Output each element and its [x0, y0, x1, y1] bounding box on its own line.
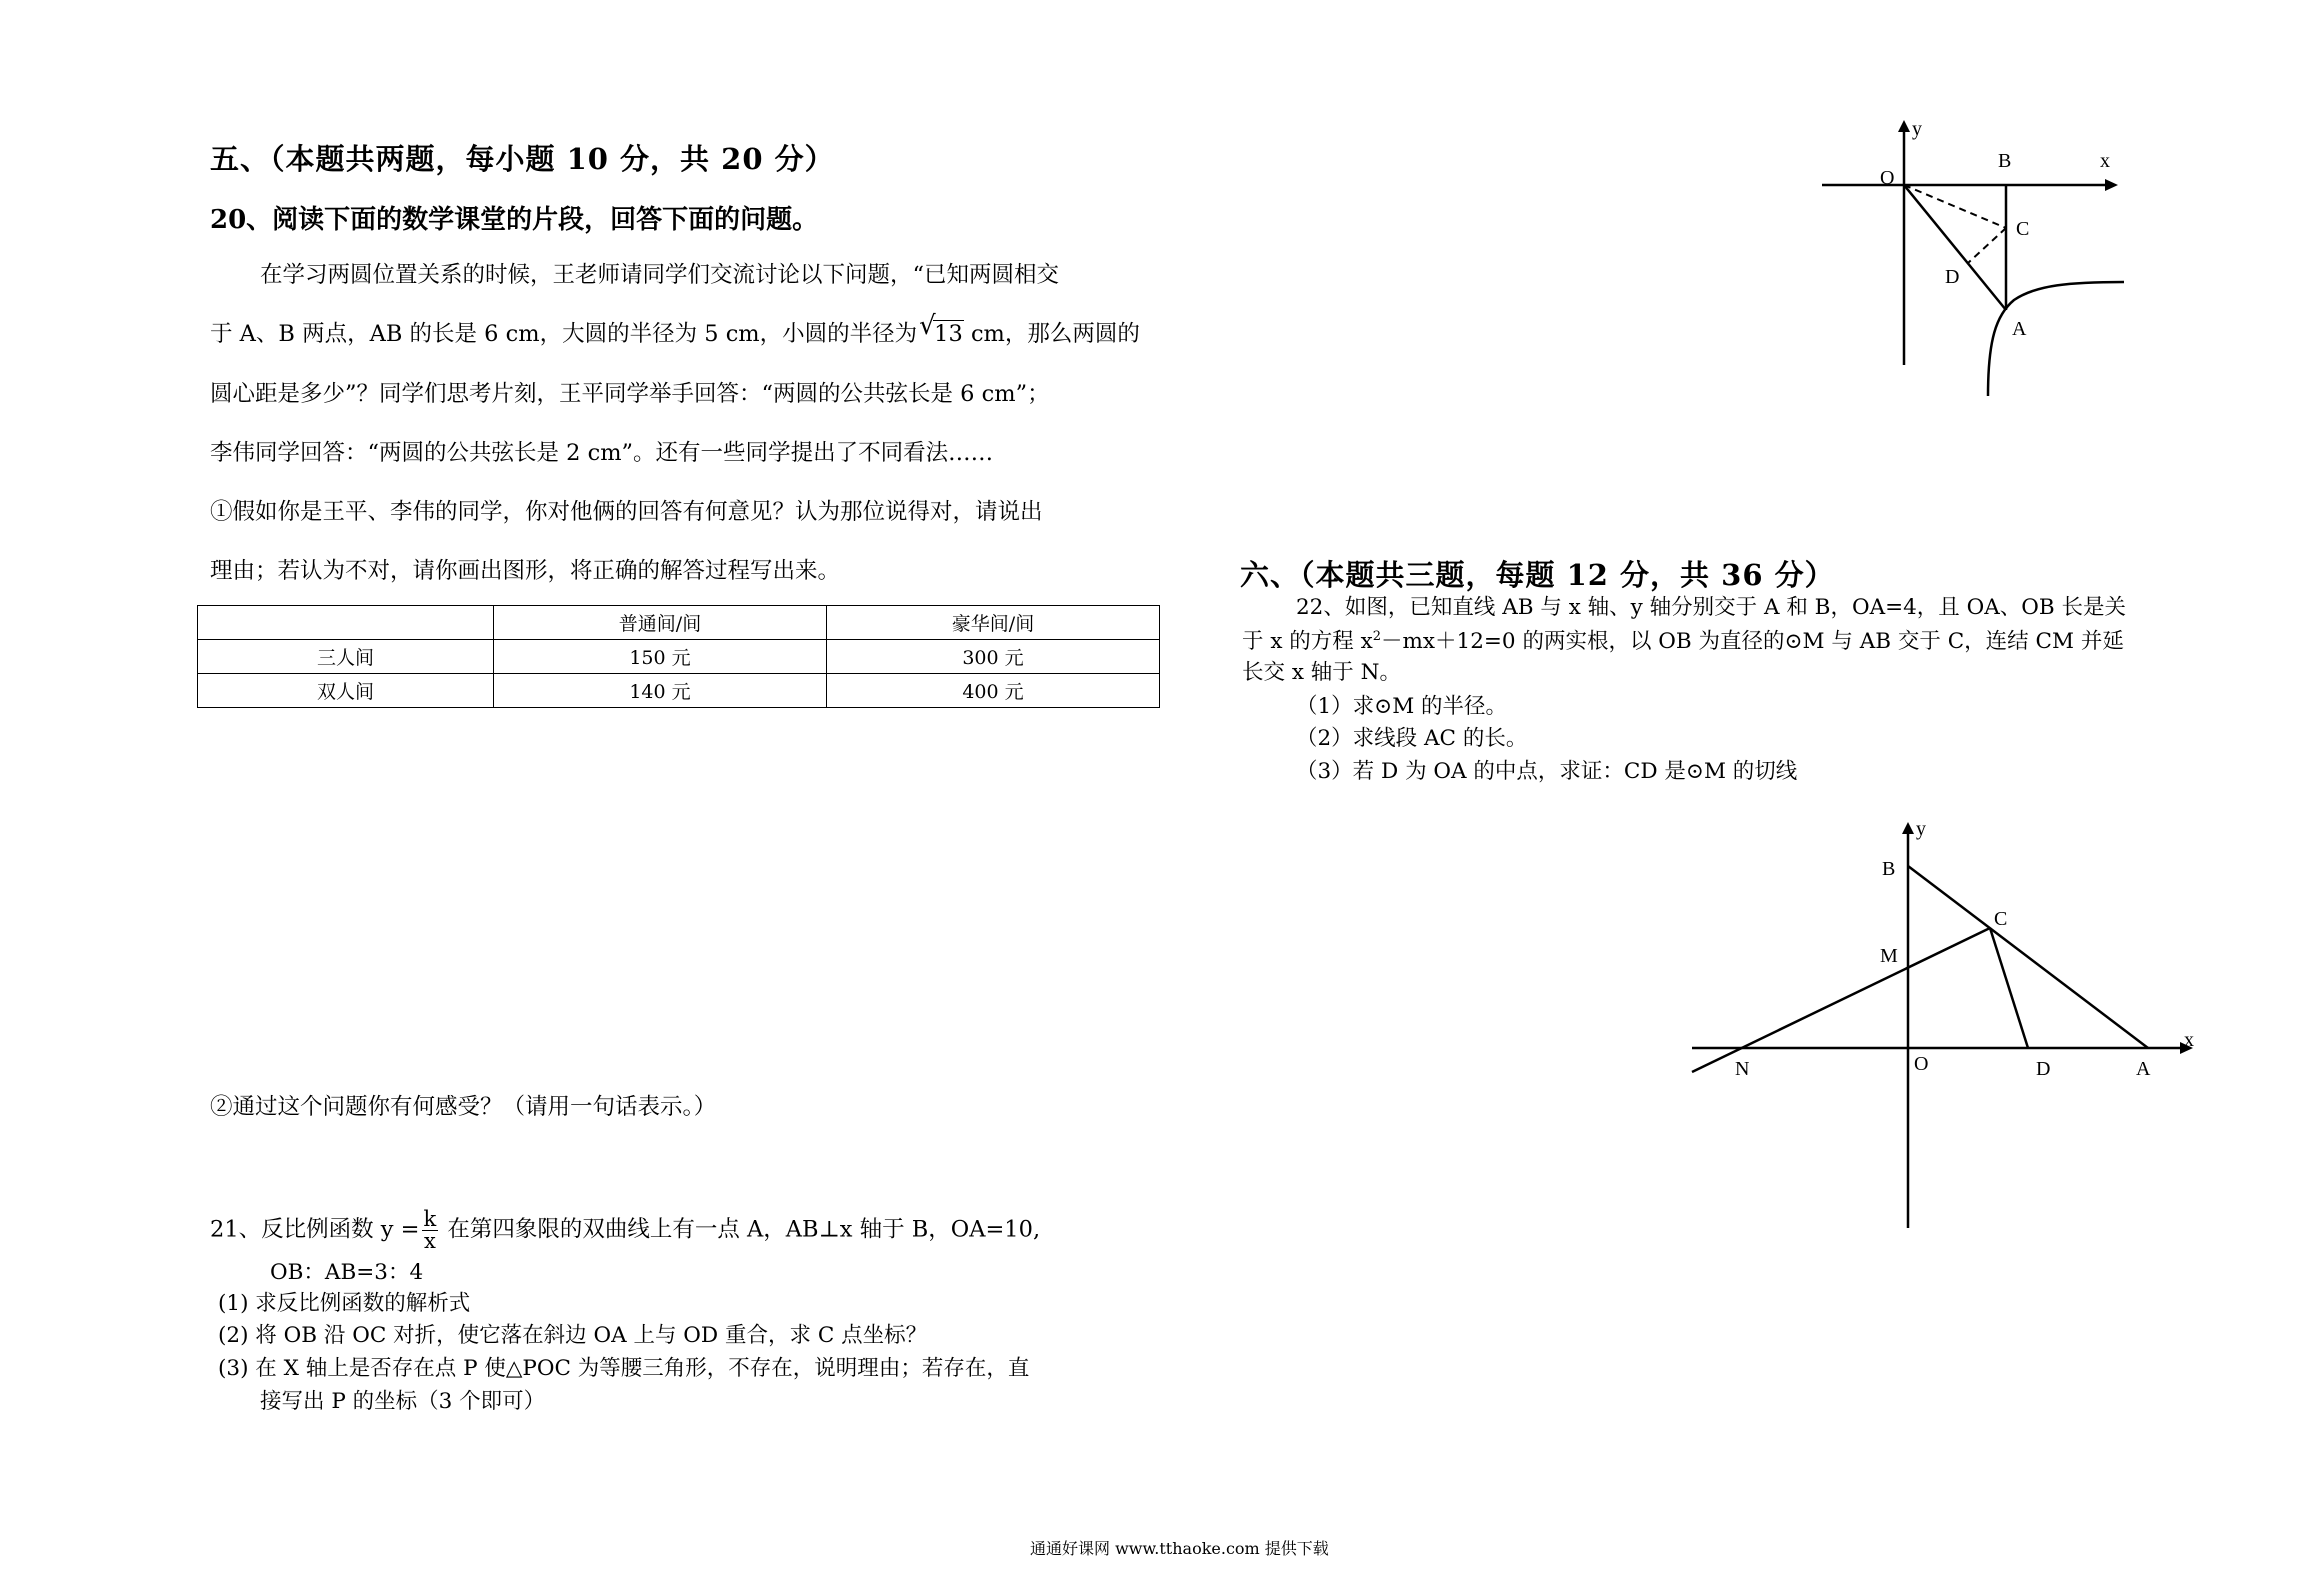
q22-line2-a: 于 x 的方程 x — [1242, 629, 1373, 655]
table-cell: 140 元 — [494, 674, 827, 708]
q20-title: 20、阅读下面的数学课堂的片段，回答下面的问题。 — [210, 205, 819, 235]
label-x: x — [2184, 1029, 2194, 1051]
y-axis-arrow — [1898, 120, 1910, 132]
table-cell: 400 元 — [827, 674, 1160, 708]
segment-CD — [1968, 228, 2006, 263]
table-cell: 双人间 — [198, 674, 494, 708]
label-C: C — [1994, 908, 2008, 930]
table-header-cell: 豪华间/间 — [827, 606, 1160, 640]
figure-hyperbola — [1800, 110, 2160, 410]
section6-heading: 六、（本题共三题，每题 12 分，共 36 分） — [1240, 558, 1835, 592]
segment-OC — [1904, 185, 2006, 228]
radical-sign: √ — [919, 311, 936, 341]
q20-line1: 在学习两圆位置关系的时候，王老师请同学们交流讨论以下问题，“已知两圆相交 — [260, 262, 1060, 288]
q22-line2 — [1242, 630, 2124, 653]
table-header-cell — [198, 606, 494, 640]
segment-OA — [1904, 185, 2006, 310]
label-D: D — [2036, 1058, 2051, 1080]
sqrt-13 — [919, 311, 964, 347]
exponent-2: 2 — [1372, 629, 1382, 644]
q22-line2-b: －mx＋12=0 的两实根，以 OB 为直径的⊙M 与 AB 交于 C，连结 CM 并延 — [1381, 629, 2124, 655]
table-row — [198, 674, 1160, 708]
figure-circle-line — [1680, 810, 2210, 1240]
fraction-k-over-x — [422, 1209, 439, 1252]
frac-den: x — [423, 1229, 436, 1253]
q22-item3: （3）若 D 为 OA 的中点，求证：CD 是⊙M 的切线 — [1296, 759, 1798, 784]
y-axis-arrow — [1902, 822, 1914, 834]
segment-CD — [1990, 928, 2028, 1048]
q21-line2: OB：AB=3：4 — [270, 1260, 424, 1285]
q21-line1 — [210, 1209, 1040, 1252]
segment-AB — [1908, 866, 2148, 1048]
label-B: B — [1998, 150, 2012, 172]
q21-item1: (1) 求反比例函数的解析式 — [218, 1291, 471, 1316]
q20-line4: 李伟同学回答：“两圆的公共弦长是 2 cm”。还有一些同学提出了不同看法…… — [210, 440, 994, 466]
label-D: D — [1945, 266, 1960, 288]
q21-line1-a: 21、反比例函数 y = — [210, 1216, 420, 1243]
q22-item2: （2）求线段 AC 的长。 — [1296, 726, 1528, 751]
table-cell: 150 元 — [494, 640, 827, 674]
hyperbola-curve — [1988, 282, 2124, 396]
q20-line3: 圆心距是多少”？同学们思考片刻，王平同学举手回答：“两圆的公共弦长是 6 cm”； — [210, 381, 1050, 407]
label-x: x — [2100, 150, 2110, 172]
q21-item3a: (3) 在 X 轴上是否存在点 P 使△POC 为等腰三角形，不存在，说明理由；若存在，直 — [218, 1356, 1030, 1381]
table-row — [198, 640, 1160, 674]
label-A: A — [2012, 318, 2027, 340]
q22-line3: 长交 x 轴于 N。 — [1242, 660, 1401, 685]
label-B: B — [1882, 858, 1896, 880]
q21-item2: (2) 将 OB 沿 OC 对折，使它落在斜边 OA 上与 OD 重合，求 C 点坐标？ — [218, 1323, 928, 1348]
table-header-cell: 普通间/间 — [494, 606, 827, 640]
segment-CN — [1692, 928, 1990, 1072]
q22-item1: （1）求⊙M 的半径。 — [1296, 694, 1508, 719]
table-header-row — [198, 606, 1160, 640]
x-axis-arrow — [2105, 179, 2118, 191]
q20-sub2: ②通过这个问题你有何感受？（请用一句话表示。） — [210, 1094, 717, 1120]
table-cell: 三人间 — [198, 640, 494, 674]
label-A: A — [2136, 1058, 2151, 1080]
frac-num: k — [423, 1207, 437, 1231]
q21-item3b: 接写出 P 的坐标（3 个即可） — [260, 1389, 546, 1414]
q21-line1-b: 在第四象限的双曲线上有一点 A，AB⊥x 轴于 B，OA=10, — [447, 1216, 1041, 1243]
label-M: M — [1880, 945, 1898, 967]
page-footer: 通通好课网 www.tthaoke.com 提供下载 — [1030, 1539, 1329, 1558]
label-N: N — [1735, 1058, 1750, 1080]
label-y: y — [1916, 818, 1926, 840]
q22-line1: 22、如图，已知直线 AB 与 x 轴、y 轴分别交于 A 和 B，OA=4，且 OA、OB 长是关 — [1296, 595, 2127, 620]
q20-line5: ①假如你是王平、李伟的同学，你对他俩的回答有何意见？认为那位说得对，请说出 — [210, 499, 1043, 525]
price-table — [197, 605, 1160, 708]
label-O: O — [1880, 167, 1895, 189]
q20-line2-b: cm，那么两圆的 — [970, 321, 1140, 347]
label-y: y — [1912, 118, 1922, 140]
q20-line2 — [210, 311, 1140, 347]
table-cell: 300 元 — [827, 640, 1160, 674]
label-O: O — [1914, 1053, 1929, 1075]
q20-line6: 理由；若认为不对，请你画出图形，将正确的解答过程写出来。 — [210, 558, 841, 584]
sqrt-value: 13 — [934, 321, 963, 347]
section5-heading: 五、（本题共两题，每小题 10 分，共 20 分） — [210, 142, 835, 176]
label-C: C — [2016, 218, 2030, 240]
q20-line2-a: 于 A、B 两点，AB 的长是 6 cm，大圆的半径为 5 cm，小圆的半径为 — [210, 321, 918, 347]
